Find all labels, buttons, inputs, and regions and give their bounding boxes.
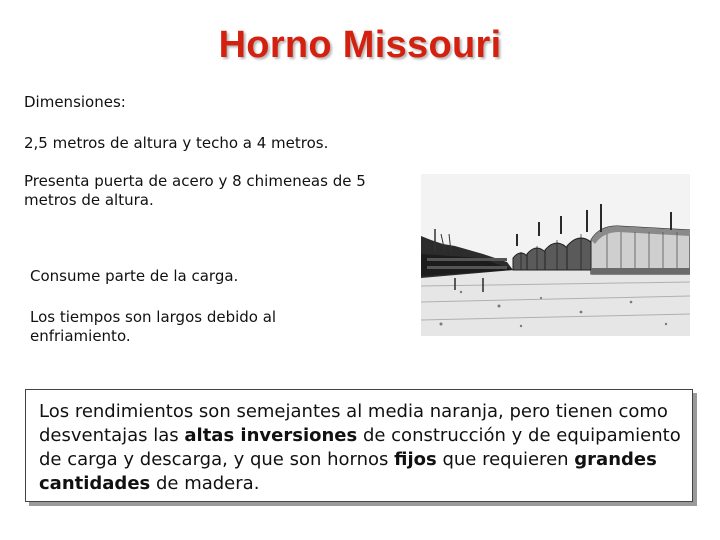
summary-text-part2: de construcción y de equipamiento de carga y descarga, y que son hornos: [39, 425, 681, 470]
dimensions-heading: Dimensiones:: [24, 93, 126, 111]
kiln-photo: [421, 174, 690, 336]
summary-bold-investments: altas inversiones: [184, 425, 358, 446]
door-chimneys-text: Presenta puerta de acero y 8 chimeneas de 5 metros de altura.: [24, 172, 366, 209]
summary-bold-quantities: grandes cantidades: [39, 449, 657, 494]
summary-text-part3: que requieren: [436, 449, 575, 470]
load-consumption-text: Consume parte de la carga.: [30, 267, 239, 285]
cooling-time-text: Los tiempos son largos debido al enfriamiento.: [30, 308, 277, 345]
summary-text-part1: Los rendimientos son semejantes al media naranja, pero tienen como desventajas las: [39, 401, 668, 446]
summary-bold-fixed: fijos: [394, 449, 437, 470]
summary-text-part4: de madera.: [150, 473, 260, 494]
height-text: 2,5 metros de altura y techo a 4 metros.: [24, 134, 329, 152]
slide-title: Horno Missouri: [218, 24, 502, 66]
summary-text: [39, 400, 687, 496]
summary-box: [25, 389, 693, 502]
